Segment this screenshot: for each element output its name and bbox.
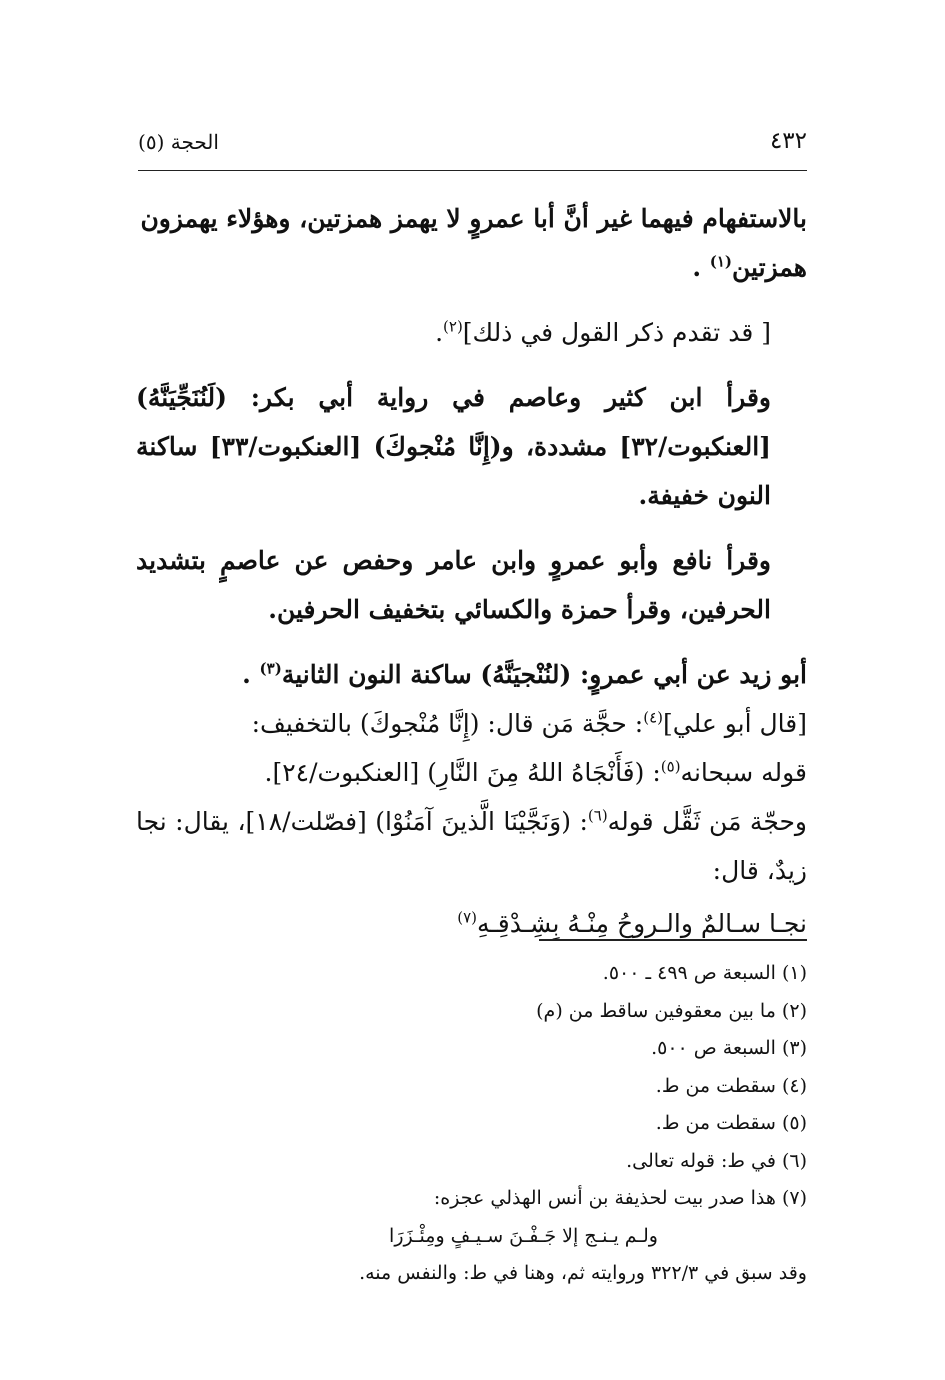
running-title: الحجة (٥) [138,130,219,154]
page-number: ٤٣٢ [769,128,807,154]
footnote-verse: ولـم يـنـج إلا جَـفْـنَ سـيـفٍ ومِئْـزَرَا [389,1224,658,1247]
paragraph-7-text-b: : (فَأَنْجَاهُ اللهُ مِنَ النَّارِ) [العنكبوت/٢٤]. [264,758,661,787]
footnote-ref-6[interactable]: (٦) [587,806,608,825]
paragraph-1-line-1: بالاستفهام فيهما غير أنَّ أبا عمروٍ لا يهمز همزتين، وهؤلاء يهمزون [140,204,807,233]
paragraph-2 [136,308,807,357]
footnote-ref-5[interactable]: (٥) [660,757,681,776]
paragraph-8-text-a: وحجّة مَن ثَقَّل قوله [607,807,807,836]
paragraph-1-line-2: همزتين [732,253,807,282]
paragraph-8-text-b: : (وَنَجَّيْنَا الَّذينَ آمَنُوْا) [فصّلت/١٨]، يقال: نجا زيدٌ، قال: [136,807,807,885]
footnote-5: (٥) سقطت من ط. [655,1112,807,1134]
paragraph-3: وقرأ ابن كثير وعاصم في رواية أبي بكر: (لَنُنَجِّيَنَّهُ) [العنكبوت/٣٢] مشددة، و(إِنَّا مُنْجوكَ) [العنكبوت/٣٣] ساكنة النون خفيفة. [136,383,772,510]
footnote-6: (٦) في ط: قوله تعالى. [626,1149,807,1172]
paragraph-4: وقرأ نافع وأبو عمروٍ وابن عامر وحفص عن عاصمٍ بتشديد الحرفين، وقرأ حمزة والكسائي بتخفيف الحرفين. [136,546,771,624]
footnote-1: (١) السبعة ص ٤٩٩ ـ ٥٠٠. [602,962,807,984]
footnote-ref-3[interactable]: (٣) [259,659,282,678]
main-text [136,194,807,948]
footnote-ref-1[interactable]: (١) [709,252,733,271]
paragraph-7-text-a: قوله سبحانه [680,758,807,787]
footnote-7-continuation: وقد سبق في ٣٢٢/٣ وروايته ثم، وهنا في ط: والنفس منه. [359,1262,807,1284]
paragraph-1 [136,194,807,292]
header-rule [138,170,807,171]
paragraph-6 [136,699,807,748]
paragraph-7 [136,748,807,797]
paragraph-6-text-a: [قال أبو علي] [663,709,807,738]
footnote-separator [539,939,807,941]
paragraph-6-text-b: : حجَّة مَن قال: (إِنَّا مُنْجوكَ) بالتخفيف: [251,709,644,738]
paragraph-2-text: [ قد تقدم ذكر القول في ذلك] [462,318,771,347]
footnote-7: (٧) هذا صدر بيت لحذيفة بن أنس الهذلي عجزه: [433,1187,807,1209]
footnote-ref-7[interactable]: (٧) [457,908,478,927]
paragraph-5-end: . [242,660,251,689]
paragraph-2-end: . [435,318,444,347]
paragraph-1-end: . [692,253,702,282]
paragraph-8 [136,797,807,895]
footnote-4: (٤) سقطت من ط. [655,1074,807,1097]
paragraph-5-text: أبو زيد عن أبي عمروٍ: (لنُنْجيَنَّهُ) ساكنة النون الثانية [281,660,807,689]
footnote-2: (٢) ما بين معقوفين ساقط من (م) [536,999,807,1022]
page-header [138,128,807,168]
footnote-ref-4[interactable]: (٤) [643,708,664,727]
paragraph-5 [136,650,807,699]
footnotes [160,955,807,1293]
footnote-3: (٣) السبعة ص ٥٠٠. [651,1037,807,1059]
footnote-ref-2[interactable]: (٢) [443,317,463,336]
poetry-verse-text: نجـا سـالمٌ والـروحُ مِنْـهُ بِشِـدْقِـهِ [477,909,807,938]
